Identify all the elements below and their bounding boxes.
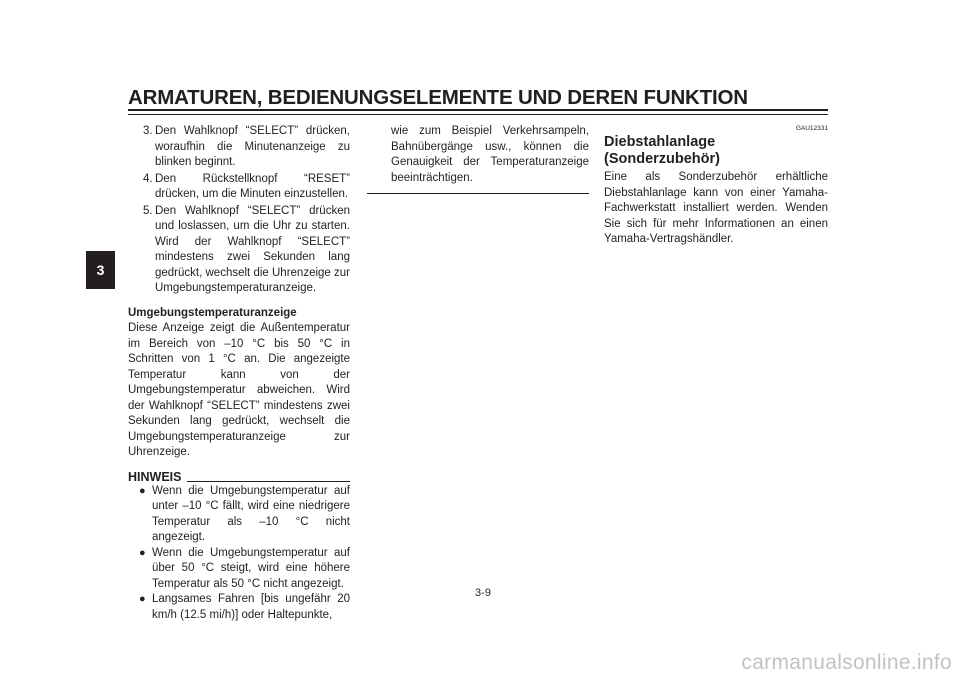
- column-left: [128, 124, 350, 623]
- anti-theft-paragraph: Eine als Sonderzubehör erhältliche Diebstahlanlage kann von einer Yamaha-Fachwerkstatt installiert werden. Wenden Sie sich für mehr Informationen an einen Yamaha-Vertragshändler.: [604, 171, 828, 245]
- note-end-rule: [367, 193, 589, 194]
- ambient-temperature-paragraph: Diese Anzeige zeigt die Außentemperatur im Bereich von –10 °C bis 50 °C in Schritten von 1 °C an. Die angezeigte Temperatur kann von der Umgebungstemperatur abweichen. Wird der Wahlknopf “SELECT” mindestens zwei Sekunden lang gedrückt, wechselt die Umgebungstemperaturanzeige zur Uhrenzeige.: [128, 322, 350, 458]
- step-item: [128, 172, 350, 203]
- bullet-icon: ●: [139, 546, 146, 559]
- note-rule: [187, 481, 350, 482]
- note-bullet: [128, 484, 350, 546]
- bullet-icon: ●: [139, 593, 146, 605]
- page-header-title: ARMATUREN, BEDIENUNGSELEMENTE UND DEREN FUNKTION: [128, 86, 748, 109]
- note-bullet: [128, 592, 350, 623]
- note-label: HINWEIS: [128, 469, 182, 484]
- step-number: 5.: [143, 204, 153, 217]
- step-text: Den Rückstellknopf “RESET” drücken, um die Minuten einzustellen.: [155, 172, 350, 200]
- chapter-tab: 3: [86, 251, 115, 289]
- page-number: 3-9: [475, 587, 491, 599]
- note-continuation: wie zum Beispiel Verkehrsampeln, Bahnübergänge usw., können die Genauigkeit der Temperaturanzeige beeinträchtigen.: [391, 125, 589, 184]
- header-rule-thick: [128, 109, 828, 111]
- bullet-icon: ●: [139, 484, 146, 497]
- subheading-ambient-temperature: Umgebungstemperaturanzeige: [128, 306, 297, 319]
- step-item: [128, 124, 350, 171]
- step-number: 3.: [143, 125, 153, 137]
- step-text: Den Wahlknopf “SELECT” drücken und loslassen, um die Uhr zu starten. Wird der Wahlknopf “SELECT” mindestens zwei Sekunden lang gedrückt, wechselt die Uhrenzeige zur Umgebungstemperaturanzeige.: [155, 204, 350, 294]
- note-bullet: [128, 546, 350, 593]
- note-header: [128, 470, 350, 484]
- step-number: 4.: [143, 172, 153, 185]
- column-middle: [391, 124, 589, 194]
- column-right: [604, 124, 828, 248]
- bullet-text: Wenn die Umgebungstemperatur auf unter –10 °C fällt, wird eine niedrigere Temperatur als –10 °C nicht angezeigt.: [152, 484, 350, 543]
- header-rule-thin: [128, 114, 828, 115]
- bullet-text: Langsames Fahren [bis ungefähr 20 km/h (12.5 mi/h)] oder Haltepunkte,: [152, 593, 350, 621]
- reference-code: GAU12331: [795, 125, 828, 132]
- step-item: [128, 204, 350, 297]
- bullet-text: Wenn die Umgebungstemperatur auf über 50 °C steigt, wird eine höhere Temperatur als 50 °C nicht angezeigt.: [152, 546, 350, 590]
- step-text: Den Wahlknopf “SELECT” drücken, woraufhin die Minutenanzeige zu blinken beginnt.: [155, 125, 350, 168]
- watermark: carmanualsonline.info: [741, 651, 952, 674]
- section-title: Diebstahlanlage (Sonderzubehör): [604, 134, 720, 167]
